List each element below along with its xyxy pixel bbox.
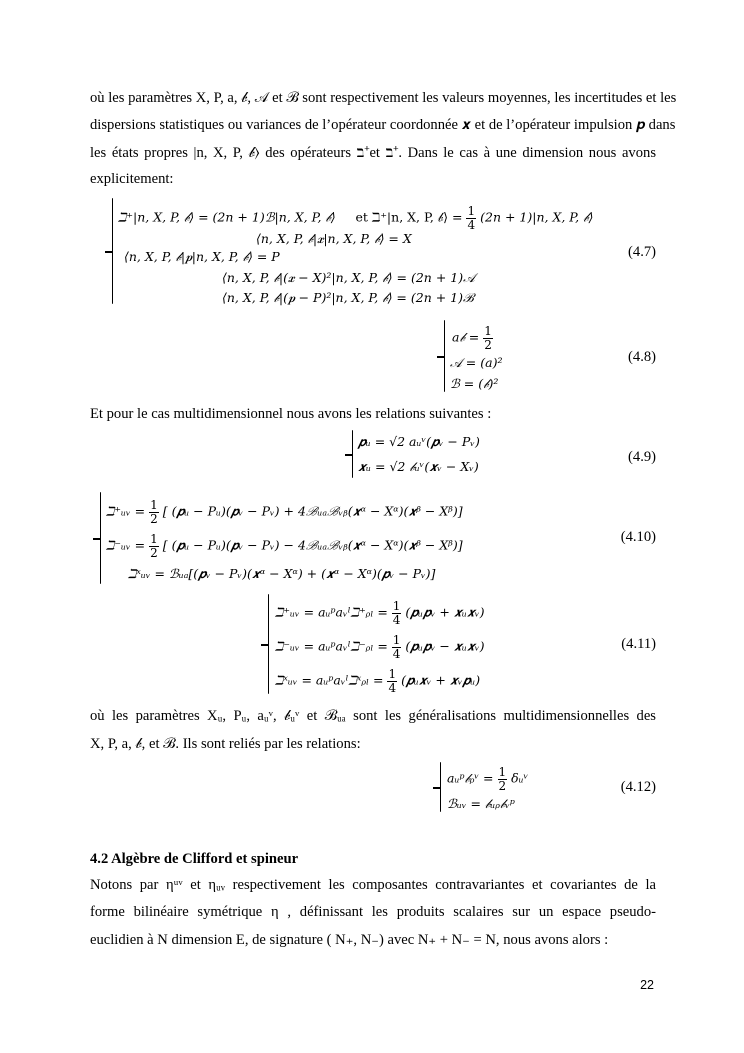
- eq411-row-2: [275, 634, 484, 660]
- eq412-frac-den: 2: [498, 778, 507, 793]
- eq47-row-5: ⟨n, X, P, 𝒷|(𝒑 − P)²|n, X, P, 𝒷⟩ = (2n + 1)ℬ: [222, 290, 474, 305]
- page-number: 22: [640, 978, 654, 992]
- paragraph-2: Et pour le cas multidimensionnel nous avons les relations suivantes :: [90, 406, 492, 422]
- eq411-fraction-2: [392, 634, 402, 660]
- eq411-frac-3-num: 1: [388, 667, 397, 681]
- eq410-fraction-2: [149, 533, 159, 559]
- eq411-frac-1-num: 1: [392, 599, 401, 613]
- eq47-row-1: [118, 205, 593, 231]
- eq47-frac-num: 1: [467, 204, 476, 218]
- eq411-frac-2-den: 4: [392, 646, 401, 661]
- eq411-row-2-right: (𝒑ᵤ𝒑ᵥ − 𝒙ᵤ𝒙ᵥ): [405, 638, 485, 654]
- eq48-row-3: ℬ = (𝒷)²: [450, 376, 499, 391]
- eq410-frac-1-num: 1: [150, 498, 158, 512]
- eq410-frac-2-den: 2: [150, 545, 158, 560]
- paragraph-4-line-3: euclidien à N dimension E, de signature ( N₊, N₋) avec N₊ + N₋ = N, nous avons alors :: [90, 932, 609, 948]
- eq411-fraction-3: [387, 668, 397, 694]
- eq411-row-1-right: (𝒑ᵤ𝒑ᵥ + 𝒙ᵤ𝒙ᵥ): [405, 604, 485, 620]
- eq410-frac-1-den: 2: [150, 511, 158, 526]
- eq412-label: (4.12): [620, 779, 656, 795]
- eq47-row-4: ⟨n, X, P, 𝒷|(𝒙 − X)²|n, X, P, 𝒷⟩ = (2n + 1)𝒜: [222, 270, 475, 285]
- eq49-row-2: 𝒙ᵤ = √2 𝒷ᵤᵛ(𝒙ᵥ − Xᵥ): [358, 459, 479, 474]
- eq412-brace: [440, 762, 441, 812]
- eq410-label: (4.10): [620, 529, 656, 545]
- eq48-frac-den: 2: [484, 337, 492, 352]
- eq412-fraction: [498, 766, 508, 792]
- eq412-row-1-left: aᵤᵖ𝒷ᵨᵛ =: [447, 770, 498, 786]
- eq48-frac-num: 1: [484, 324, 492, 338]
- eq410-row-1-left: ℶ⁺ᵤᵥ =: [106, 503, 150, 519]
- eq47-label: (4.7): [628, 244, 656, 260]
- eq411-row-3-right: (𝒑ᵤ𝒙ᵥ + 𝒙ᵥ𝒑ᵤ): [401, 672, 481, 688]
- eq411-row-2-left: ℶ⁻ᵤᵥ = aᵤᵖaᵥˡℶ⁻ᵨₗ =: [275, 638, 392, 654]
- eq412-row-2: ℬᵤᵥ = 𝒷ᵤᵨ𝒷ᵥᵖ: [447, 796, 515, 811]
- eq411-brace: [268, 594, 269, 694]
- eq48-row-2: 𝒜 = (a)²: [450, 355, 503, 370]
- eq412-frac-num: 1: [498, 765, 507, 779]
- eq49-row-1: 𝒑ᵤ = √2 aᵤᵛ(𝒑ᵥ − Pᵥ): [358, 434, 480, 449]
- eq410-row-2-right: [ (𝒑ᵤ − Pᵤ)(𝒑ᵥ − Pᵥ) − 4ℬᵤₐℬᵥᵦ(𝒙ᵅ − Xᵅ)(𝒙ᵝ − Xᵝ)]: [162, 537, 463, 553]
- eq49-label: (4.9): [628, 449, 656, 465]
- eq410-row-2-left: ℶ⁻ᵤᵥ =: [106, 537, 150, 553]
- paragraph-4-line-2: forme bilinéaire symétrique η , définissant les produits scalaires sur un espace pseudo-: [90, 904, 656, 920]
- eq411-row-3: [275, 668, 480, 694]
- paragraph-1-line-1: où les paramètres X, P, a, 𝒷, 𝒜 et ℬ sont respectivement les valeurs moyennes, les incertitudes et les: [90, 90, 677, 106]
- eq410-fraction-1: [149, 499, 159, 525]
- eq411-row-1-left: ℶ⁺ᵤᵥ = aᵤᵖaᵥˡℶ⁺ᵨₗ =: [275, 604, 392, 620]
- eq47-row-3: ⟨n, X, P, 𝒷|𝒑|n, X, P, 𝒷⟩ = P: [124, 249, 280, 264]
- eq47-row-2: ⟨n, X, P, 𝒷|𝒙|n, X, P, 𝒷⟩ = X: [256, 231, 412, 246]
- eq47-brace: [112, 198, 113, 304]
- eq47-fraction: [466, 205, 476, 231]
- eq47-frac-den: 4: [467, 217, 476, 232]
- paragraph-1-line-4: explicitement:: [90, 171, 174, 187]
- eq411-frac-2-num: 1: [392, 633, 401, 647]
- eq410-frac-2-num: 1: [150, 532, 158, 546]
- paragraph-3-line-2: X, P, a, 𝒷, et ℬ. Ils sont reliés par les relations:: [90, 736, 361, 752]
- eq48-brace: [444, 320, 445, 392]
- eq48-label: (4.8): [628, 349, 656, 365]
- eq410-row-2: [106, 533, 463, 559]
- eq411-label: (4.11): [621, 636, 656, 652]
- eq47-row-1-mid: et ℶ⁺|n, X, P, 𝒷⟩ =: [355, 209, 467, 225]
- eq47-row-1-left: ℶ⁺|n, X, P, 𝒷⟩ = (2n + 1)ℬ|n, X, P, 𝒷⟩: [118, 209, 336, 225]
- eq47-row-1-right: (2n + 1)|n, X, P, 𝒷⟩: [480, 209, 594, 225]
- eq48-fraction: [483, 325, 493, 351]
- eq410-row-1-right: [ (𝒑ᵤ − Pᵤ)(𝒑ᵥ − Pᵥ) + 4ℬᵤₐℬᵥᵦ(𝒙ᵅ − Xᵅ)(𝒙ᵝ − Xᵝ)]: [162, 503, 463, 519]
- eq411-row-3-left: ℶˣᵤᵥ = aᵤᵖaᵥˡℶˣᵨₗ =: [275, 672, 388, 688]
- eq49-brace: [352, 430, 353, 478]
- paragraph-1-line-3: les états propres |n, X, P, 𝒷⟩ des opérateurs ℶ⁺et ℶ⁺. Dans le cas à une dimension nous avons: [90, 145, 656, 161]
- paragraph-1-line-2: dispersions statistiques ou variances de l’opérateur coordonnée 𝒙 et de l’opérateur impulsion 𝒑 dans: [90, 117, 676, 133]
- paragraph-4-line-1: Notons par ηᵘᵛ et ηᵤᵥ respectivement les composantes contravariantes et covariantes de la: [90, 877, 656, 893]
- eq410-row-3: ℶˣᵤᵥ = ℬᵤₐ[(𝒑ᵥ − Pᵥ)(𝒙ᵅ − Xᵅ) + (𝒙ᵅ − Xᵅ)(𝒑ᵥ − Pᵥ)]: [128, 566, 436, 581]
- eq48-row-1-left: a𝒷 =: [452, 329, 484, 345]
- eq411-fraction-1: [392, 600, 402, 626]
- eq48-row-1: [452, 325, 493, 351]
- eq410-row-1: [106, 499, 463, 525]
- section-heading: 4.2 Algèbre de Clifford et spineur: [90, 851, 299, 867]
- eq411-frac-3-den: 4: [388, 680, 397, 695]
- eq411-frac-1-den: 4: [392, 612, 401, 627]
- paragraph-3-line-1: où les paramètres Xᵤ, Pᵤ, aᵤᵛ, 𝒷ᵤᵛ et ℬᵤₐ sont les généralisations multidimensionnelles des: [90, 708, 656, 724]
- eq412-row-1: [447, 766, 528, 792]
- eq410-brace: [100, 492, 101, 584]
- eq411-row-1: [275, 600, 484, 626]
- eq412-row-1-right: δᵤᵛ: [511, 770, 529, 786]
